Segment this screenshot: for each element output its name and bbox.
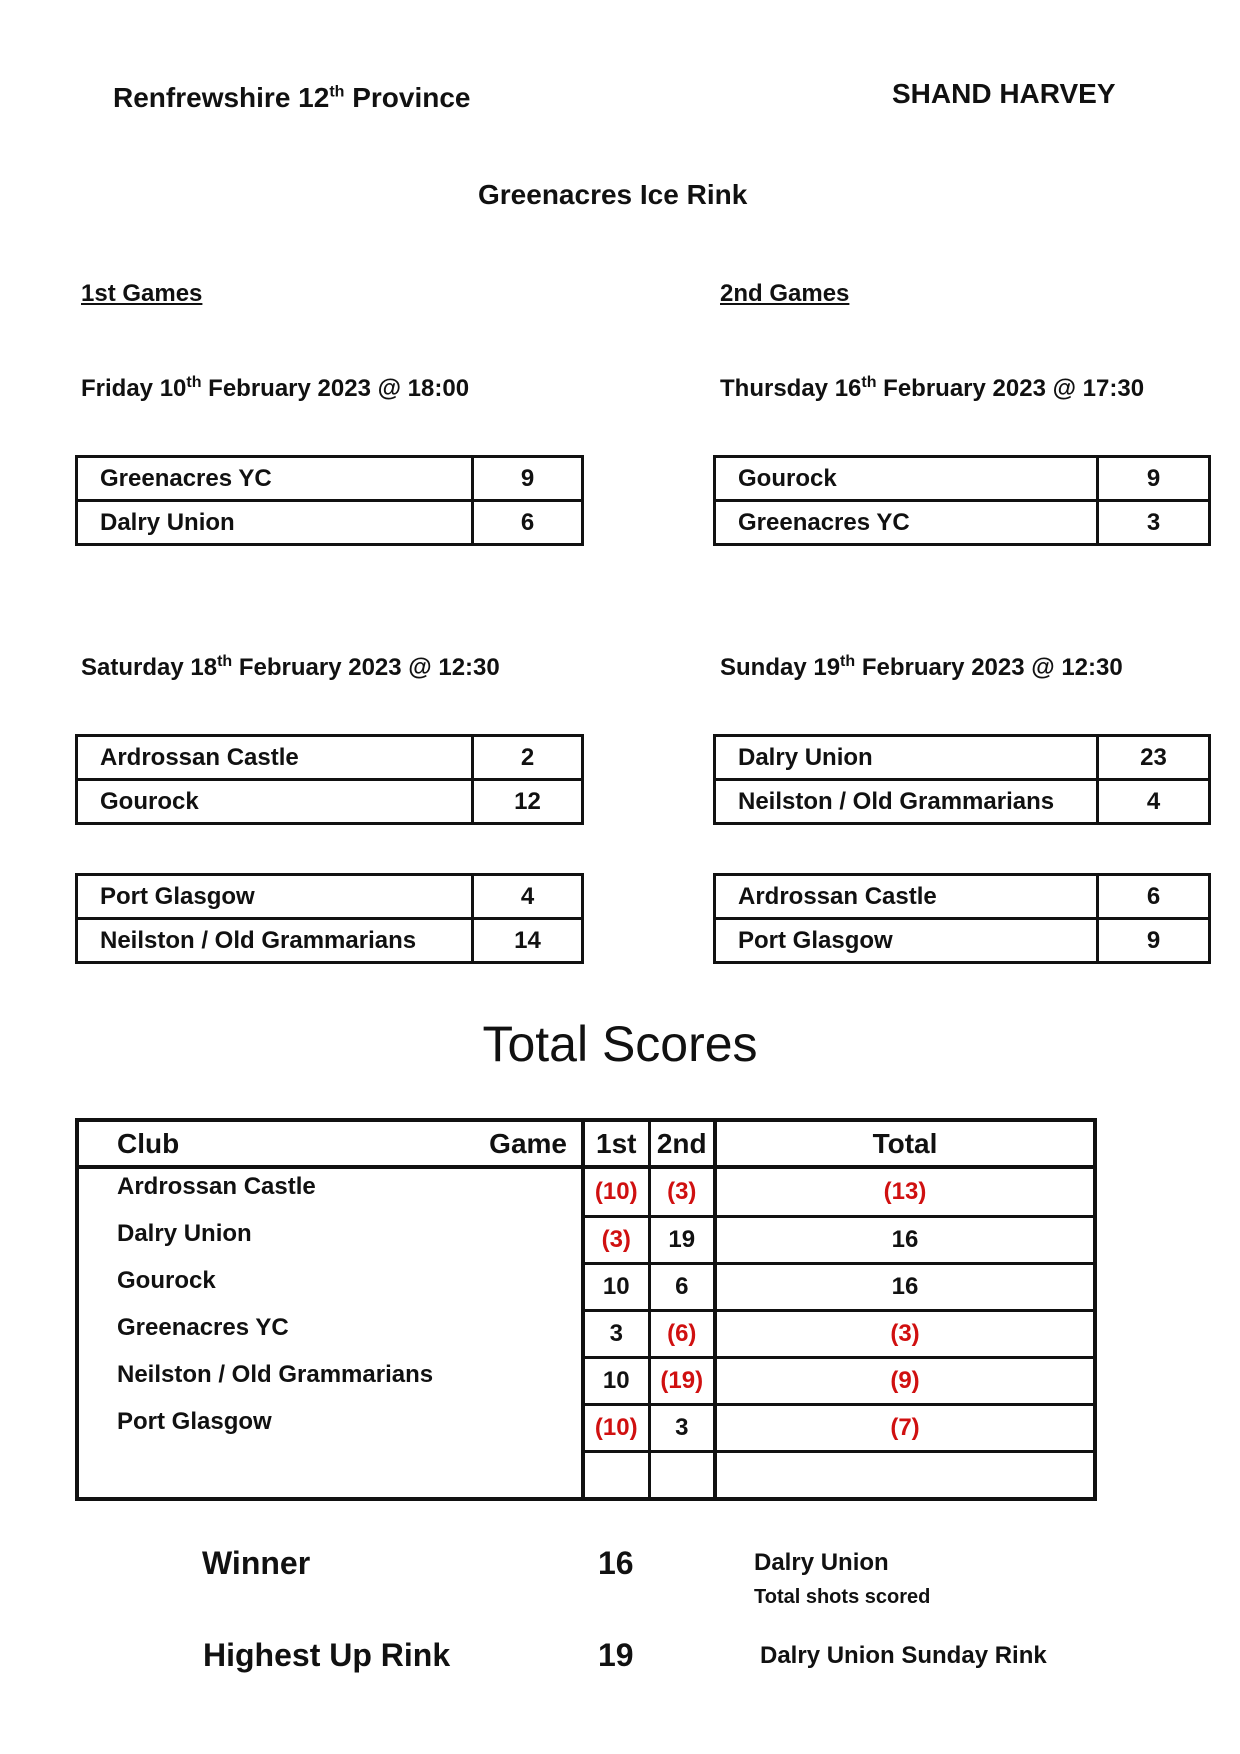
team-name: Gourock <box>715 457 1098 501</box>
first-game-score: 3 <box>583 1310 649 1357</box>
totals-table <box>75 1118 1097 1501</box>
empty-cell <box>583 1451 649 1499</box>
empty-cell <box>77 1451 583 1499</box>
team-name: Ardrossan Castle <box>77 736 473 780</box>
empty-cell <box>715 1451 1095 1499</box>
match-table <box>75 873 584 964</box>
totals-header-row <box>77 1120 1095 1167</box>
totals-row <box>77 1263 1095 1310</box>
session-date: Saturday 18th February 2023 @ 12:30 <box>81 653 500 681</box>
match-row <box>715 457 1210 501</box>
match-row <box>715 736 1210 780</box>
session-date: Thursday 16th February 2023 @ 17:30 <box>720 374 1145 402</box>
first-game-score: 10 <box>583 1357 649 1404</box>
team-score: 9 <box>473 457 583 501</box>
team-score: 4 <box>1098 780 1210 824</box>
highest-value: 19 <box>598 1637 634 1673</box>
team-score: 9 <box>1098 457 1210 501</box>
total-score: 16 <box>715 1263 1095 1310</box>
first-game-score: (3) <box>583 1216 649 1263</box>
game-header: Game <box>489 1128 567 1159</box>
team-score: 23 <box>1098 736 1210 780</box>
team-name: Port Glasgow <box>77 875 473 919</box>
first-game-score: (10) <box>583 1167 649 1216</box>
totals-row <box>77 1167 1095 1216</box>
empty-cell <box>649 1451 715 1499</box>
team-score: 6 <box>473 501 583 545</box>
match-row <box>715 919 1210 963</box>
totals-empty-row <box>77 1451 1095 1499</box>
team-score: 14 <box>473 919 583 963</box>
club-name: Port Glasgow <box>117 1408 272 1435</box>
team-score: 3 <box>1098 501 1210 545</box>
team-name: Gourock <box>77 780 473 824</box>
match-row <box>77 501 583 545</box>
league-title-superscript: th <box>329 83 345 101</box>
club-name: Gourock <box>117 1267 216 1294</box>
match-table <box>713 873 1211 964</box>
match-table <box>75 455 584 546</box>
team-name: Dalry Union <box>715 736 1098 780</box>
match-table <box>713 455 1211 546</box>
total-score: 16 <box>715 1216 1095 1263</box>
venue-title: Greenacres Ice Rink <box>478 179 748 210</box>
league-title: Renfrewshire 12th Province <box>113 82 471 113</box>
total-header: Total <box>715 1120 1095 1167</box>
second-game-score: (6) <box>649 1310 715 1357</box>
winner-note: Total shots scored <box>754 1586 931 1608</box>
session-date: Sunday 19th February 2023 @ 12:30 <box>720 653 1123 681</box>
winner-value: 16 <box>598 1545 634 1581</box>
team-score: 9 <box>1098 919 1210 963</box>
match-row <box>715 875 1210 919</box>
team-name: Greenacres YC <box>715 501 1098 545</box>
highest-club: Dalry Union Sunday Rink <box>760 1642 1047 1669</box>
team-score: 2 <box>473 736 583 780</box>
first-game-score: (10) <box>583 1404 649 1451</box>
team-score: 12 <box>473 780 583 824</box>
club-name: Dalry Union <box>117 1220 252 1247</box>
totals-row <box>77 1357 1095 1404</box>
team-name: Dalry Union <box>77 501 473 545</box>
club-header: Club <box>117 1128 180 1159</box>
totals-row <box>77 1216 1095 1263</box>
second-game-score: (3) <box>649 1167 715 1216</box>
second-games-title: 2nd Games <box>720 280 850 307</box>
match-row <box>77 919 583 963</box>
total-score: (3) <box>715 1310 1095 1357</box>
match-row <box>77 457 583 501</box>
club-name: Ardrossan Castle <box>117 1173 316 1200</box>
total-score: (9) <box>715 1357 1095 1404</box>
team-score: 6 <box>1098 875 1210 919</box>
team-name: Ardrossan Castle <box>715 875 1098 919</box>
totals-row <box>77 1404 1095 1451</box>
club-game-header <box>77 1120 583 1167</box>
team-name: Greenacres YC <box>77 457 473 501</box>
team-name: Port Glasgow <box>715 919 1098 963</box>
first-games-title: 1st Games <box>81 280 203 307</box>
match-row <box>77 875 583 919</box>
second-game-score: (19) <box>649 1357 715 1404</box>
second-header: 2nd <box>649 1120 715 1167</box>
match-table <box>75 734 584 825</box>
total-scores-title: Total Scores <box>482 1016 758 1072</box>
second-game-score: 19 <box>649 1216 715 1263</box>
match-table <box>713 734 1211 825</box>
second-game-score: 3 <box>649 1404 715 1451</box>
totals-row <box>77 1310 1095 1357</box>
club-name: Greenacres YC <box>117 1314 289 1341</box>
match-row <box>715 501 1210 545</box>
total-score: (13) <box>715 1167 1095 1216</box>
highest-label: Highest Up Rink <box>203 1637 451 1673</box>
first-game-score: 10 <box>583 1263 649 1310</box>
first-header: 1st <box>583 1120 649 1167</box>
team-score: 4 <box>473 875 583 919</box>
trophy-name: SHAND HARVEY <box>892 78 1116 109</box>
team-name: Neilston / Old Grammarians <box>715 780 1098 824</box>
session-date: Friday 10th February 2023 @ 18:00 <box>81 374 470 402</box>
match-row <box>715 780 1210 824</box>
match-row <box>77 736 583 780</box>
team-name: Neilston / Old Grammarians <box>77 919 473 963</box>
match-row <box>77 780 583 824</box>
winner-label: Winner <box>202 1545 311 1581</box>
club-name: Neilston / Old Grammarians <box>117 1361 434 1388</box>
second-game-score: 6 <box>649 1263 715 1310</box>
winner-club: Dalry Union <box>754 1549 889 1576</box>
total-score: (7) <box>715 1404 1095 1451</box>
